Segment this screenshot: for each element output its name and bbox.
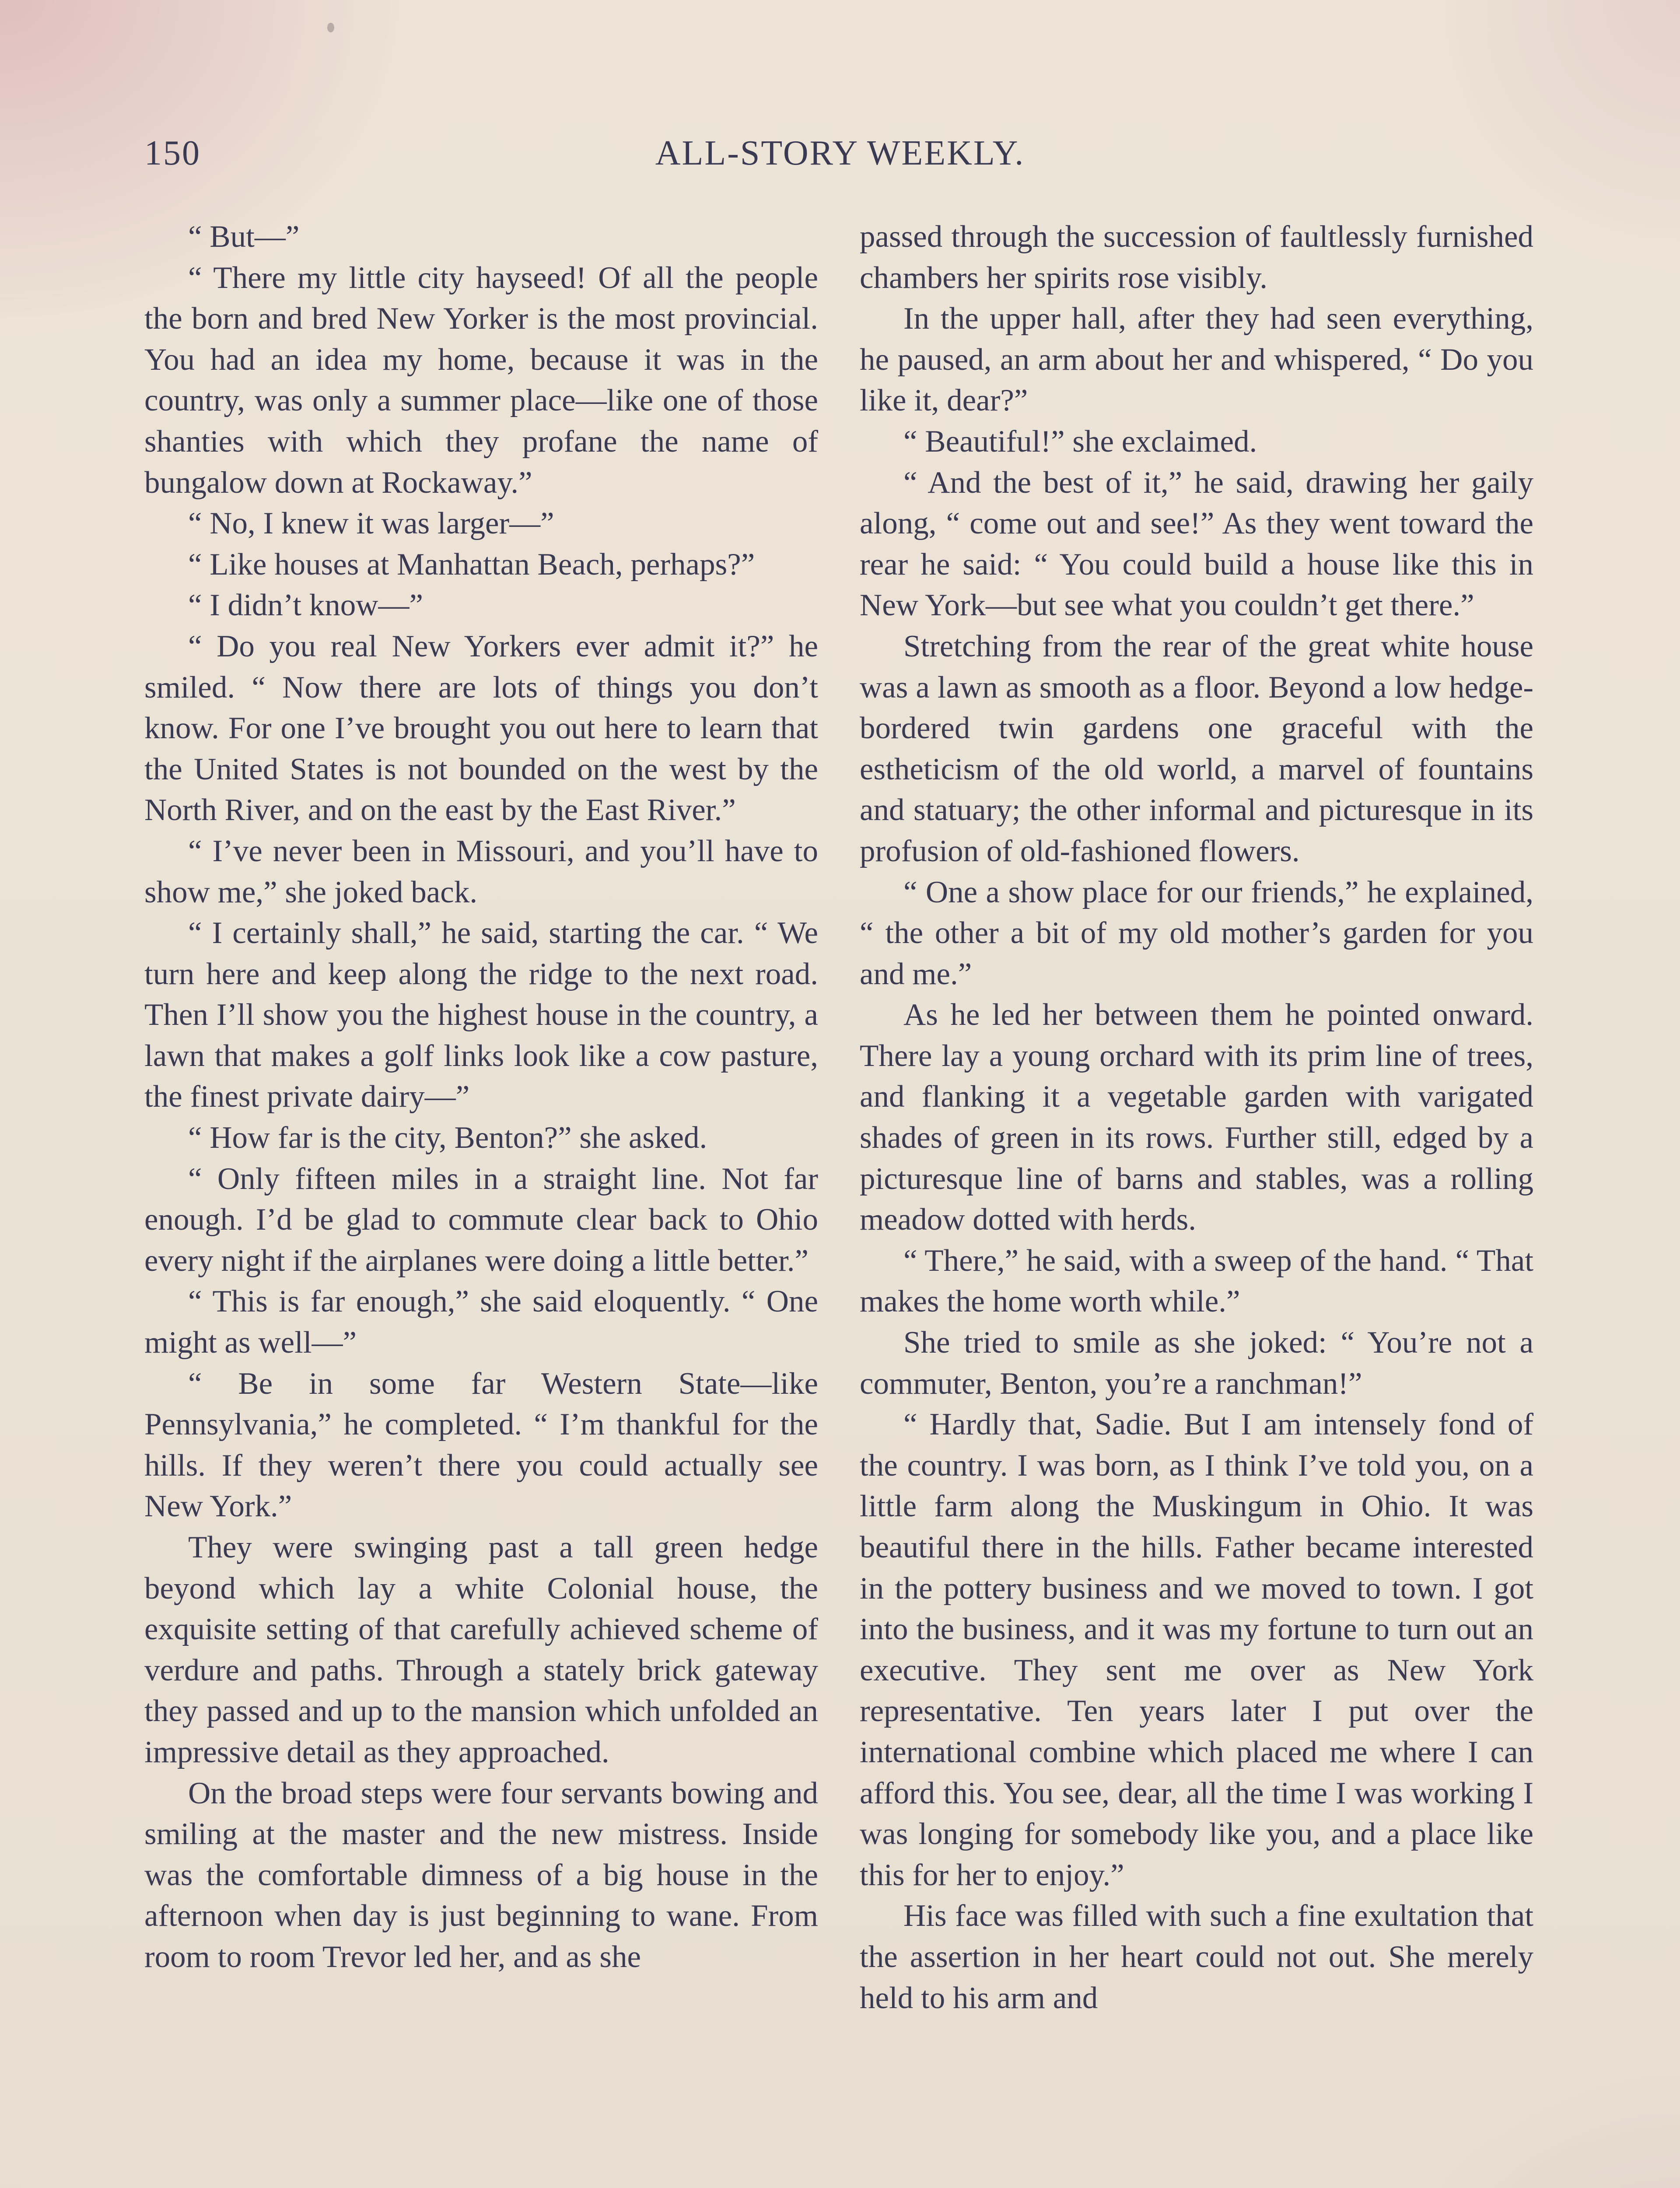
running-head	[144, 133, 1536, 186]
paragraph: On the broad steps were four servants bowing and smiling at the master and the new mistress. Inside was the comfortable dimness of a big house in the afternoon when day is just beginning to wane. From room to room Trevor led her, and as she	[144, 1776, 818, 1974]
paragraph: “ And the best of it,” he said, drawing her gaily along, “ come out and see!” As they went toward the rear he said: “ You could build a house like this in New York—but see what you couldn’t get there.”	[860, 465, 1533, 623]
left-column	[144, 217, 818, 1978]
paper-fleck	[327, 23, 334, 32]
paragraph: “ No, I knew it was larger—”	[188, 506, 554, 541]
magazine-title: ALL-STORY WEEKLY.	[655, 134, 1025, 172]
paragraph: “ Do you real New Yorkers ever admit it?” he smiled. “ Now there are lots of things you don’t know. For one I’ve brought you out here to learn that the United States is not bounded on the west by the North River, and on the east by the East River.”	[144, 629, 818, 828]
paragraph: “ One a show place for our friends,” he explained, “ the other a bit of my old mother’s garden for you and me.”	[860, 875, 1533, 991]
page-number: 150	[144, 134, 201, 172]
paragraph: She tried to smile as she joked: “ You’re not a commuter, Benton, you’re a ranchman!”	[860, 1325, 1533, 1401]
paragraph: “ Hardly that, Sadie. But I am intensely fond of the country. I was born, as I think I’ve told you, on a little farm along the Muskingum in Ohio. It was beautiful there in the hills. Father became interested in the pottery business and we moved to town. I got into the business, and it was my fortune to turn out an executive. They sent me over as New York representative. Ten years later I put over the international combine which placed me where I can afford this. You see, dear, all the time I was working I was longing for somebody like you, and a place like this for her to enjoy.”	[860, 1407, 1533, 1892]
paragraph: “ Beautiful!” she exclaimed.	[903, 424, 1257, 459]
paragraph: “ But—”	[188, 220, 300, 254]
paragraph: “ There my little city hayseed! Of all the people the born and bred New Yorker is the most provincial. You had an idea my home, because it was in the country, was only a summer place—like one of those shanties with which they profane the name of bungalow down at Rockaway.”	[144, 260, 818, 500]
paragraph: “ I certainly shall,” he said, starting the car. “ We turn here and keep along the ridge to the next road. Then I’ll show you the highest house in the country, a lawn that makes a golf links look like a cow pasture, the finest private dairy—”	[144, 916, 818, 1114]
paragraph: In the upper hall, after they had seen everything, he paused, an arm about her and whispered, “ Do you like it, dear?”	[860, 302, 1533, 418]
paragraph: As he led her between them he pointed onward. There lay a young orchard with its prim line of trees, and flanking it a vegetable garden with varigated shades of green in its rows. Further still, edged by a picturesque line of barns and stables, was a rolling meadow dotted with herds.	[860, 998, 1533, 1237]
paragraph: “ This is far enough,” she said eloquently. “ One might as well—”	[144, 1284, 818, 1360]
paragraph: “ Like houses at Manhattan Beach, perhaps?”	[188, 547, 755, 582]
paragraph: “ There,” he said, with a sweep of the hand. “ That makes the home worth while.”	[860, 1243, 1533, 1319]
paragraph: “ How far is the city, Benton?” she asked.	[188, 1121, 707, 1155]
paragraph: “ Be in some far Western State—like Pennsylvania,” he completed. “ I’m thankful for the hills. If they weren’t there you could actually see New York.”	[144, 1366, 818, 1524]
paragraph: Stretching from the rear of the great white house was a lawn as smooth as a floor. Beyond a low hedge-bordered twin gardens one graceful with the estheticism of the old world, a marvel of fountains and statuary; the other informal and picturesque in its profusion of old-fashioned flowers.	[860, 629, 1533, 868]
paragraph: “ I’ve never been in Missouri, and you’ll have to show me,” she joked back.	[144, 834, 818, 909]
paragraph: “ I didn’t know—”	[188, 588, 424, 623]
paragraph-continuation: passed through the succession of faultlessly furnished chambers her spirits rose visibly.	[860, 220, 1533, 295]
right-column	[860, 217, 1533, 2019]
paragraph: His face was filled with such a fine exultation that the assertion in her heart could not out. She merely held to his arm and	[860, 1899, 1533, 2015]
paragraph: They were swinging past a tall green hedge beyond which lay a white Colonial house, the exquisite setting of that carefully achieved scheme of verdure and paths. Through a stately brick gateway they passed and up to the mansion which unfolded an impressive detail as they approached.	[144, 1530, 818, 1769]
paragraph: “ Only fifteen miles in a straight line. Not far enough. I’d be glad to commute clear back to Ohio every night if the airplanes were doing a little better.”	[144, 1161, 818, 1278]
